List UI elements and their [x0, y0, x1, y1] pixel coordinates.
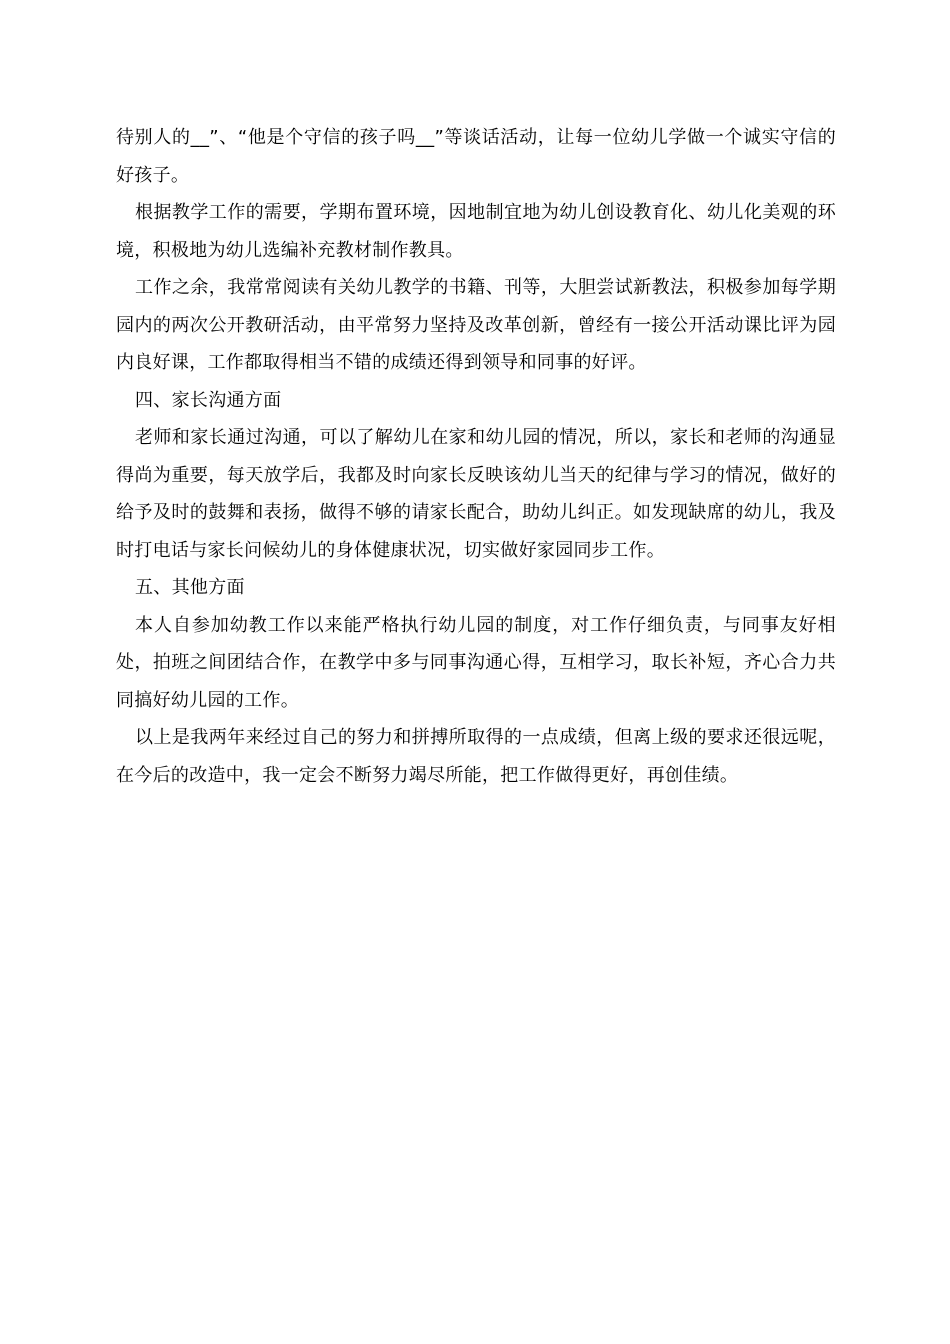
- paragraph-continued: 待别人的__”、“他是个守信的孩子吗__”等谈话活动，让每一位幼儿学做一个诚实守信的好孩子。: [116, 127, 836, 186]
- document-body: [116, 119, 836, 794]
- paragraph-research: 工作之余，我常常阅读有关幼儿教学的书籍、刊等，大胆尝试新教法，积极参加每学期园内的两次公开教研活动，由平常努力坚持及改革创新，曾经有一接公开活动课比评为园内良好课，工作都取得相当不错的成绩还得到领导和同事的好评。: [116, 277, 836, 373]
- paragraph-other: 本人自参加幼教工作以来能严格执行幼儿园的制度，对工作仔细负责，与同事友好相处，拍班之间团结合作，在教学中多与同事沟通心得，互相学习，取长补短，齐心合力共同搞好幼儿园的工作。: [116, 614, 836, 711]
- paragraph-parent-communication: 老师和家长通过沟通，可以了解幼儿在家和幼儿园的情况，所以，家长和老师的沟通显得尚为重要，每天放学后，我都及时向家长反映该幼儿当天的纪律与学习的情况，做好的给予及时的鼓舞和表扬，做得不够的请家长配合，助幼儿纠正。如发现缺席的幼儿，我及时打电话与家长问候幼儿的身体健康状况，切实做好家园同步工作。: [116, 427, 836, 561]
- section-heading-parent-communication: 四、家长沟通方面: [135, 389, 282, 411]
- paragraph-conclusion: 以上是我两年来经过自己的努力和拼搏所取得的一点成绩，但离上级的要求还很远呢，在今后的改造中，我一定会不断努力竭尽所能，把工作做得更好，再创佳绩。: [116, 727, 836, 786]
- paragraph-environment: 根据教学工作的需要，学期布置环境，因地制宜地为幼儿创设教育化、幼儿化美观的环境，积极地为幼儿选编补充教材制作教具。: [116, 202, 836, 261]
- section-heading-other: 五、其他方面: [135, 577, 245, 598]
